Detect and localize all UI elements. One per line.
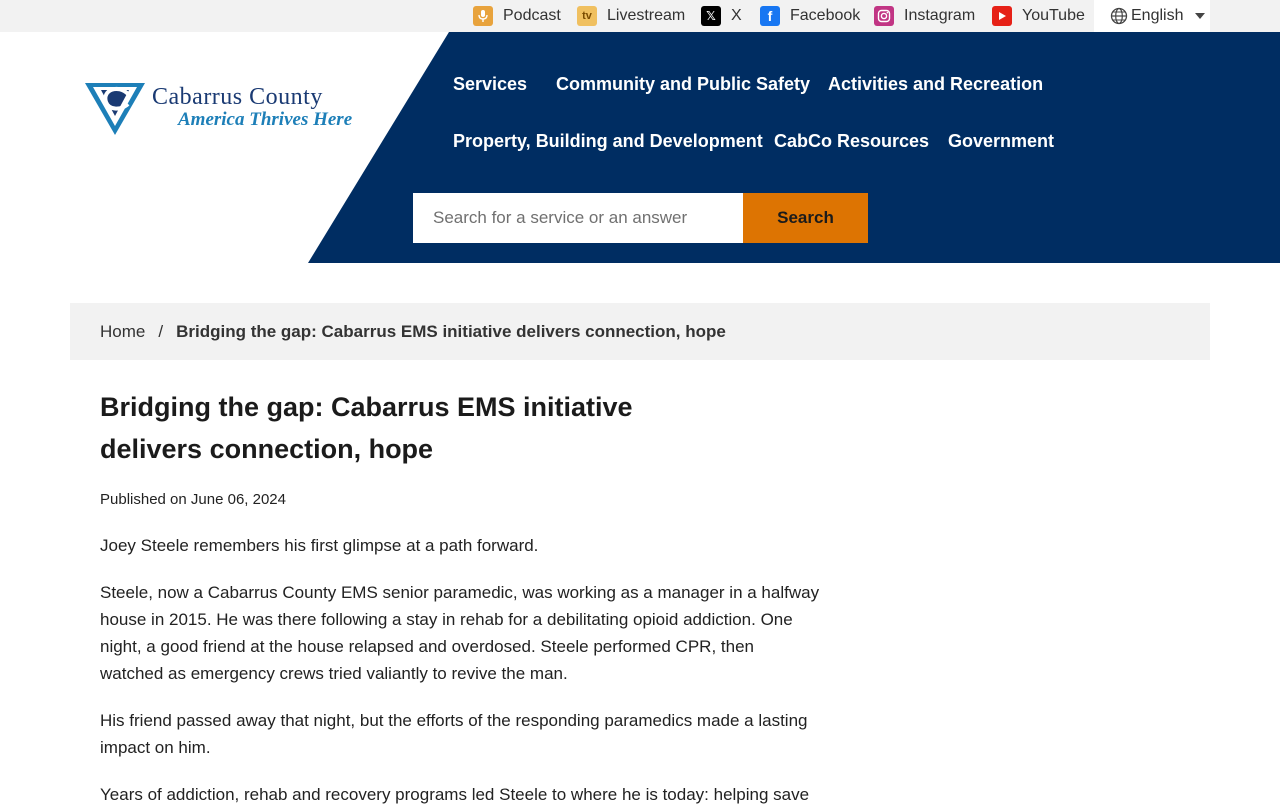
utility-bar	[0, 0, 1280, 32]
site-header	[0, 32, 1280, 263]
search-button[interactable]: Search	[743, 193, 868, 243]
logo-name: Cabarrus County	[152, 84, 323, 110]
article-paragraph: His friend passed away that night, but the efforts of the responding paramedics made a lasting impact on him.	[100, 711, 808, 757]
youtube-link[interactable]	[992, 0, 1085, 32]
nav-cabco-resources[interactable]: CabCo Resources	[774, 131, 930, 151]
nav-government[interactable]: Government	[948, 131, 1055, 151]
facebook-icon: f	[760, 6, 780, 26]
cabarrus-logo-icon	[84, 80, 146, 136]
breadcrumb-separator: /	[158, 321, 164, 341]
search-input[interactable]	[413, 193, 743, 243]
chevron-down-icon	[1195, 13, 1205, 19]
facebook-label: Facebook	[790, 7, 861, 24]
livestream-link[interactable]	[577, 0, 685, 32]
nav-services[interactable]: Services	[453, 74, 528, 94]
facebook-link[interactable]	[760, 0, 860, 32]
nav-property-building-development[interactable]: Property, Building and Development	[453, 131, 763, 151]
article-paragraph: Steele, now a Cabarrus County EMS senior paramedic, was working as a manager in a halfway house in 2015. He was there following a stay in rehab for a debilitating opioid addiction. One night, a good friend at the house relapsed and overdosed. Steele performed CPR, then watched as emergency crews tried valiantly to revive the man.	[100, 583, 820, 683]
instagram-link[interactable]	[874, 0, 975, 32]
podcast-icon	[473, 6, 493, 26]
article-paragraph: Joey Steele remembers his first glimpse at a path forward.	[100, 536, 539, 555]
youtube-icon	[992, 6, 1012, 26]
instagram-icon	[874, 6, 894, 26]
breadcrumb-home-link[interactable]: Home	[100, 321, 146, 341]
youtube-label: YouTube	[1022, 7, 1085, 24]
language-selector[interactable]	[1094, 0, 1210, 32]
page-title: Bridging the gap: Cabarrus EMS initiative delivers connection, hope	[100, 392, 633, 464]
logo-tagline: America Thrives Here	[178, 109, 353, 130]
x-icon: 𝕏	[701, 6, 721, 26]
podcast-link[interactable]	[473, 0, 561, 32]
instagram-label: Instagram	[904, 7, 976, 24]
podcast-label: Podcast	[503, 7, 561, 24]
globe-icon	[1110, 7, 1128, 25]
published-date: Published on June 06, 2024	[100, 491, 286, 508]
livestream-label: Livestream	[607, 7, 686, 24]
nav-community-public-safety[interactable]: Community and Public Safety	[556, 74, 811, 94]
article-paragraph: Years of addiction, rehab and recovery programs led Steele to where he is today: helping save	[100, 785, 810, 804]
x-label: X	[731, 7, 742, 24]
livestream-icon: tv	[577, 6, 597, 26]
x-link[interactable]	[701, 0, 742, 32]
breadcrumb	[70, 303, 1210, 360]
breadcrumb-current: Bridging the gap: Cabarrus EMS initiative delivers connection, hope	[176, 321, 726, 341]
nav-activities-recreation[interactable]: Activities and Recreation	[828, 74, 1044, 94]
language-label: English	[1131, 7, 1184, 24]
